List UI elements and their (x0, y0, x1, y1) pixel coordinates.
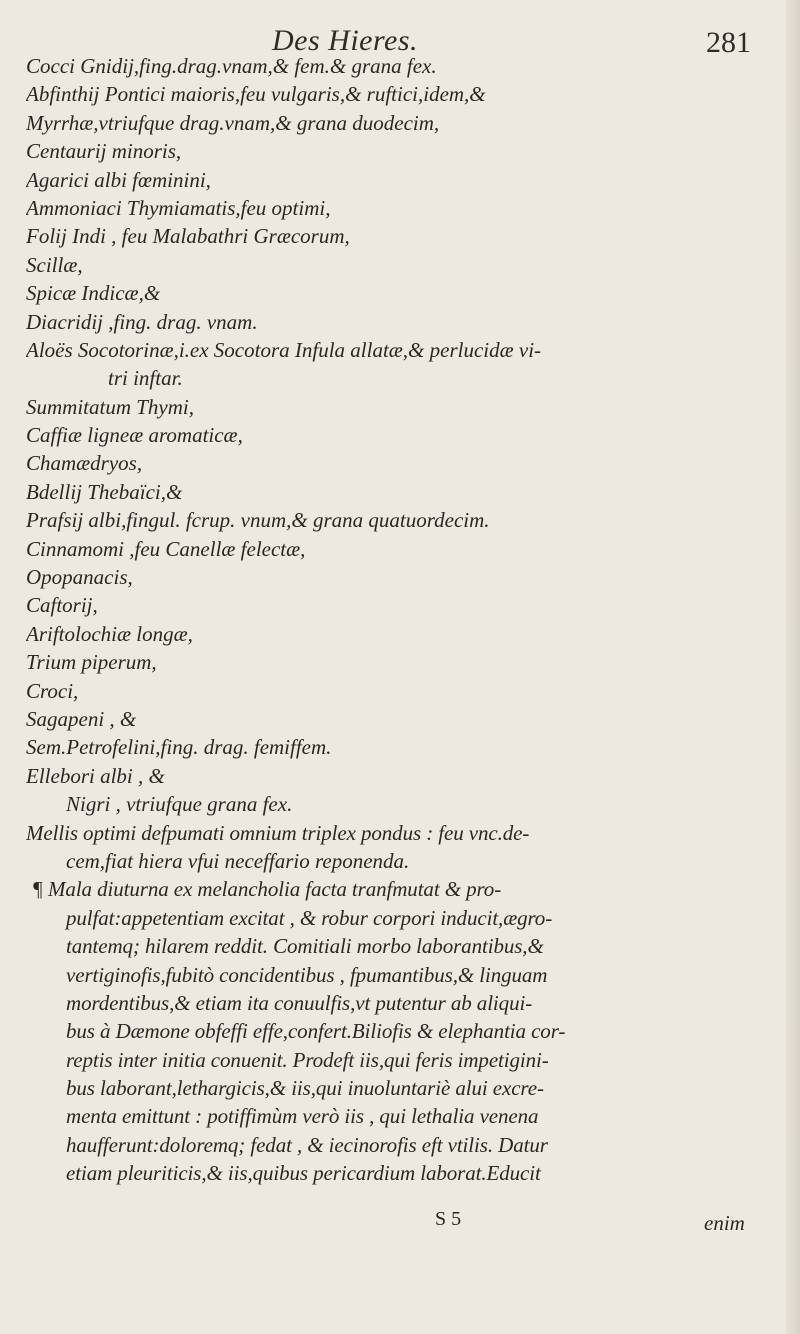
text-line: Bdellij Thebaïci,& (26, 479, 183, 504)
text-line: tantemq; hilarem reddit. Comitiali morbo laborantibus,& (66, 934, 544, 959)
text-line: pulfat:appetentiam excitat , & robur corpori inducit,ægro- (66, 905, 553, 930)
body-text (26, 52, 766, 1188)
text-line: Centaurij minoris, (26, 139, 182, 164)
text-line: Croci, (26, 678, 79, 703)
text-line: Myrrhæ,vtriufque drag.vnam,& grana duodecim, (26, 110, 440, 135)
text-line: menta emittunt : potiffimùm verò iis , qui lethalia venena (66, 1104, 539, 1129)
text-line: Cocci Gnidij,fing.drag.vnam,& fem.& grana fex. (26, 54, 437, 78)
text-line: reptis inter initia conuenit. Prodeft iis,qui feris impetigini- (66, 1047, 549, 1072)
text-line: Folij Indi , feu Malabathri Græcorum, (26, 224, 350, 249)
text-line: Cinnamomi ,feu Canellæ felectæ, (26, 536, 306, 561)
text-line: Chamædryos, (26, 451, 143, 476)
text-line: Ammoniaci Thymiamatis,feu optimi, (26, 195, 331, 220)
text-line: Ellebori albi , & (26, 763, 165, 788)
text-line: Spicæ Indicæ,& (26, 281, 161, 306)
text-line: Caffiæ ligneæ aromaticæ, (26, 423, 243, 448)
text-line: Sagapeni , & (26, 706, 137, 731)
text-line: Scillæ, (26, 252, 83, 277)
text-line: Abfinthij Pontici maioris,feu vulgaris,& ruftici,idem,& (26, 82, 486, 107)
text-line: Prafsij albi,fingul. fcrup. vnum,& grana quatuordecim. (26, 508, 490, 533)
text-line: Mellis optimi defpumati omnium triplex pondus : feu vnc.de- (26, 820, 530, 845)
text-line: Ariftolochiæ longæ, (26, 621, 193, 646)
text-line: Opopanacis, (26, 565, 133, 590)
text-line: cem,fiat hiera vfui neceffario reponenda. (66, 848, 410, 873)
text-line: Trium piperum, (26, 650, 157, 675)
text-line: etiam pleuriticis,& iis,quibus pericardium laborat.Educit (66, 1161, 541, 1186)
text-line: bus à Dæmone obfeffi effe,confert.Biliofis & elephantia cor- (66, 1019, 566, 1044)
catchword: enim (704, 1211, 745, 1235)
text-line: Sem.Petrofelini,fing. drag. femiffem. (26, 735, 332, 760)
text-line: tri inftar. (108, 366, 183, 391)
signature-mark: S 5 (435, 1208, 462, 1230)
text-line: Agarici albi fœminini, (26, 167, 211, 192)
paragraph-start-line: ¶ Mala diuturna ex melancholia facta tranfmutat & pro- (32, 877, 502, 902)
text-line: Diacridij ,fing. drag. vnam. (26, 309, 258, 334)
text-line: Summitatum Thymi, (26, 394, 194, 419)
text-line: vertiginofis,fubitò concidentibus , fpumantibus,& linguam (66, 962, 548, 987)
text-line: mordentibus,& etiam ita conuulfis,vt putentur ab aliqui- (66, 990, 533, 1015)
text-line: Nigri , vtriufque grana fex. (66, 792, 293, 817)
text-line: Caftorij, (26, 593, 98, 618)
text-line: haufferunt:doloremq; fedat , & iecinorofis eft vtilis. Datur (66, 1132, 548, 1157)
page-number: 281 (706, 26, 751, 59)
running-head: Des Hieres. (272, 24, 419, 57)
page-edge-shadow (786, 0, 800, 1334)
text-line: Aloës Socotorinæ,i.ex Socotora Infula allatæ,& perlucidæ vi- (26, 337, 542, 362)
text-line: bus laborant,lethargicis,& iis,qui inuoluntariè alui excre- (66, 1076, 544, 1101)
